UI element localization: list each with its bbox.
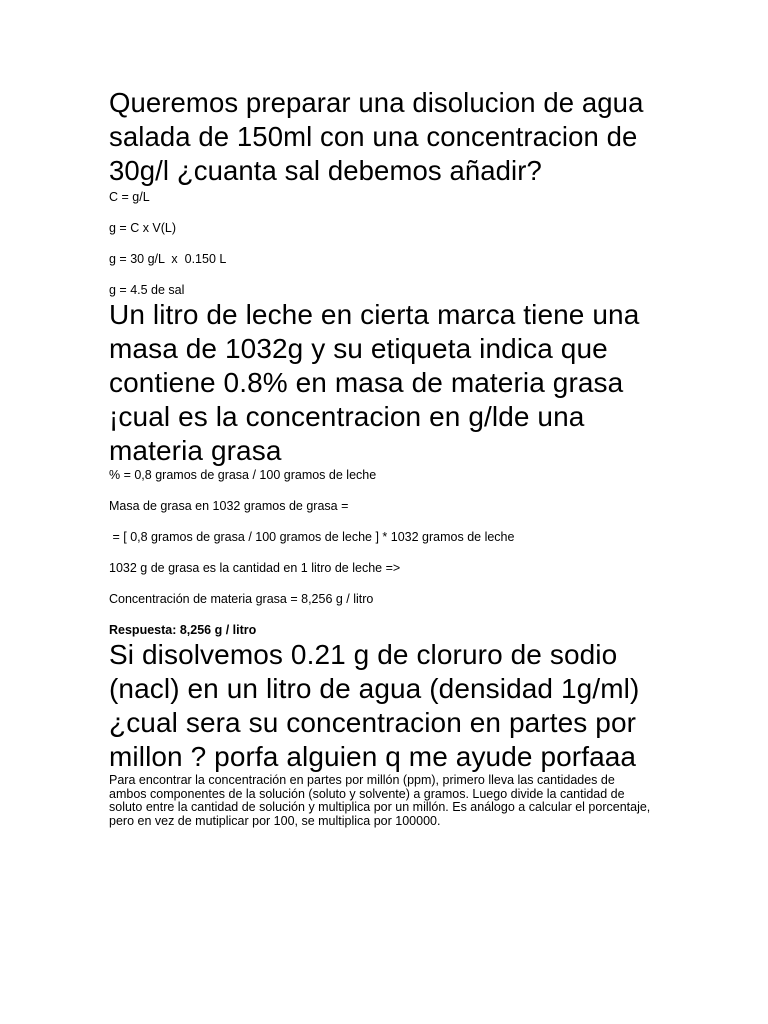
result-line: g = 4.5 de sal: [109, 283, 185, 297]
formula-line: C = g/L: [109, 190, 150, 204]
formula-line: g = 30 g/L x 0.150 L: [109, 252, 227, 266]
solution-line: Masa de grasa en 1032 gramos de grasa =: [109, 499, 349, 513]
solution-line: 1032 g de grasa es la cantidad en 1 litro de leche =>: [109, 561, 401, 575]
solution-line: = [ 0,8 gramos de grasa / 100 gramos de leche ] * 1032 gramos de leche: [109, 530, 515, 544]
formula-line: g = C x V(L): [109, 221, 177, 235]
question-2-heading: Un litro de leche en cierta marca tiene una masa de 1032g y su etiqueta indica que contiene 0.8% en masa de materia grasa ¡cual es la concentracion en g/lde una materia grasa: [109, 299, 640, 466]
question-3-heading: Si disolvemos 0.21 g de cloruro de sodio (nacl) en un litro de agua (densidad 1g/ml) ¿cual sera su concentracion en partes por millon ? porfa alguien q me ayude porfaaa: [109, 639, 640, 772]
answer-line: Respuesta: 8,256 g / litro: [109, 623, 257, 637]
document-page: [109, 86, 669, 828]
question-1-heading: Queremos preparar una disolucion de agua salada de 150ml con una concentracion de 30g/l ¿cuanta sal debemos añadir?: [109, 87, 644, 186]
solution-line: Concentración de materia grasa = 8,256 g / litro: [109, 592, 374, 606]
explanation-paragraph: Para encontrar la concentración en partes por millón (ppm), primero lleva las cantidades de ambos componentes de la solución (soluto y solvente) a gramos. Luego divide la cantidad de soluto entre la cantidad de solución y multiplica por un millón. Es análogo a calcular el porcentaje, pero en vez de mutiplicar por 100, se multiplica por 100000.: [109, 773, 651, 828]
solution-line: % = 0,8 gramos de grasa / 100 gramos de leche: [109, 468, 377, 482]
